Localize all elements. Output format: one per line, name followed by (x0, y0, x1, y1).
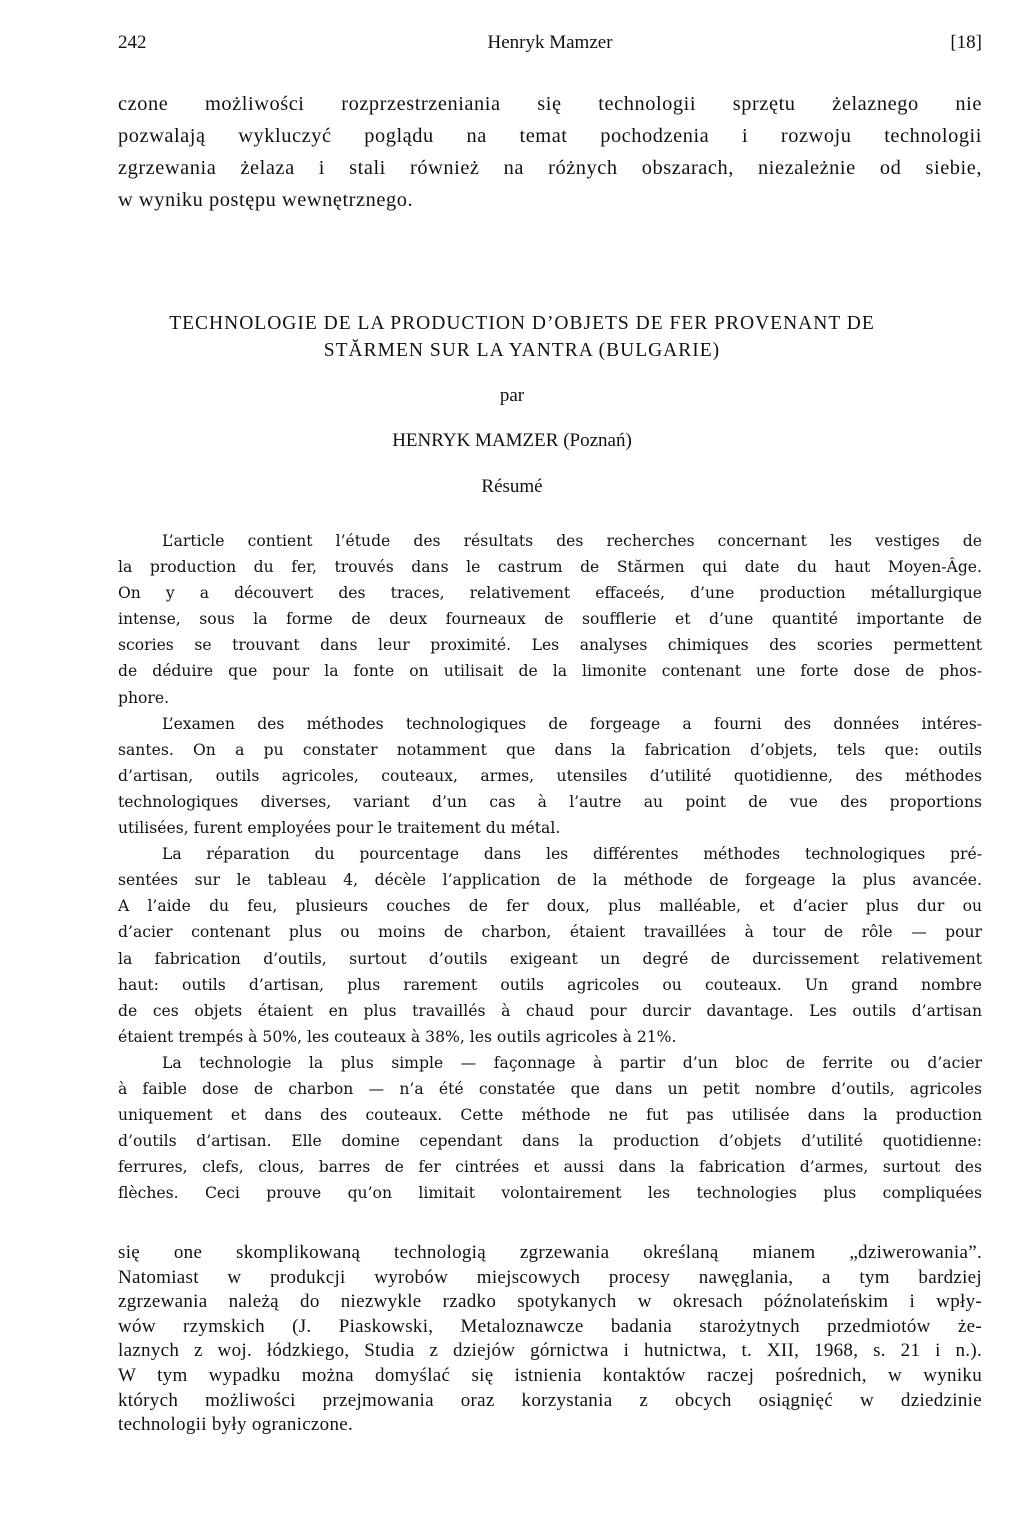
page-number: 242 (118, 32, 147, 53)
text-line: pozwalają wykluczyć poglądu na temat pochodzenia i rozwoju technologii (118, 125, 982, 147)
text-line: de ces objets étaient en plus travaillés à chaud pour durcir davantage. Les outils d’artisan (118, 1001, 982, 1020)
text-line: d’acier contenant plus ou moins de charbon, étaient travaillées à tour de rôle — pour (118, 923, 982, 942)
polish-continuation-paragraph (118, 88, 982, 216)
byline-par: par (499, 385, 525, 406)
footnote-line: wów rzymskich (J. Piaskowski, Metaloznawcze badania starożytnych przedmiotów że- (118, 1315, 982, 1337)
running-title: Henryk Mamzer (487, 32, 613, 53)
text-line: A l’aide du feu, plusieurs couches de fer doux, plus malléable, et d’acier plus dur ou (118, 897, 982, 916)
text-line: la production du fer, trouvés dans le castrum de Stărmen qui date du haut Moyen-Âge. (118, 558, 982, 577)
summary-title-line: TECHNOLOGIE DE LA PRODUCTION D’OBJETS DE FER PROVENANT DE (169, 313, 875, 334)
footnote-line: Natomiast w produkcji wyrobów miejscowych procesy nawęglania, a tym bardziej (118, 1266, 982, 1288)
footnote-line: których możliwości przejmowania oraz korzystania z obcych osiągnięć w dziedzinie (118, 1389, 982, 1411)
text-line: la fabrication d’outils, surtout d’outils exigeant un degré de durcissement relativement (118, 949, 982, 968)
text-line: w wyniku postępu wewnętrznego. (118, 189, 414, 211)
text-line: d’outils d’artisan. Elle domine cependant dans la production d’objets d’utilité quotidienne: (118, 1132, 982, 1151)
text-line: ferrures, clefs, clous, barres de fer cintrées et aussi dans la fabrication d’armes, surtout des (118, 1158, 982, 1177)
text-line: santes. On a pu constater notamment que dans la fabrication d’objets, tels que: outils (118, 740, 982, 759)
text-line: zgrzewania żelaza i stali również na różnych obszarach, niezależnie od siebie, (118, 157, 982, 179)
summary-title (60, 310, 984, 364)
footnote-continuation (118, 1241, 982, 1438)
resume-heading: Résumé (481, 476, 543, 497)
text-line: intense, sous la forme de deux fourneaux de soufflerie et d’une quantité importante de (118, 610, 982, 629)
text-line: czone możliwości rozprzestrzeniania się technologii sprzętu żelaznego nie (118, 93, 982, 115)
text-line: technologiques diverses, variant d’un cas à l’autre au point de vue des proportions (118, 792, 982, 811)
text-line: uniquement et dans des couteaux. Cette méthode ne fut pas utilisée dans la production (118, 1106, 982, 1125)
text-line: scories se trouvant dans leur proximité. Les analyses chimiques des scories permettent (118, 636, 982, 655)
text-line: sentées sur le tableau 4, décèle l’application de la méthode de forgeage la plus avancée. (118, 871, 982, 890)
section-number: [18] (950, 32, 982, 53)
author-name: HENRYK MAMZER (Poznań) (392, 430, 632, 451)
footnote-line: laznych z woj. łódzkiego, Studia z dziejów górnictwa i hutnictwa, t. XII, 1968, s. 21 i n.). (118, 1340, 982, 1362)
footnote-line: technologii były ograniczone. (118, 1414, 354, 1436)
footnote-line: W tym wypadku można domyślać się istnienia kontaktów raczej pośrednich, w wyniku (118, 1364, 982, 1386)
text-line: flèches. Ceci prouve qu’on limitait volontairement les technologies plus compliquées (118, 1184, 982, 1203)
text-line: étaient trempés à 50%, les couteaux à 38%, les outils agricoles à 21%. (118, 1027, 677, 1046)
text-line: à faible dose de charbon — n’a été constatée que dans un petit nombre d’outils, agricoles (118, 1079, 982, 1098)
text-line: utilisées, furent employées pour le traitement du métal. (118, 819, 561, 838)
text-line: L’article contient l’étude des résultats des recherches concernant les vestiges de (162, 532, 982, 550)
footnote-line: zgrzewania należą do niezwykle rzadko spotykanych w okresach późnolateńskim i wpły- (118, 1291, 982, 1313)
running-header (118, 32, 982, 62)
text-line: La technologie la plus simple — façonnage à partir d’un bloc de ferrite ou d’acier (162, 1053, 982, 1072)
text-line: phore. (118, 688, 170, 707)
footnote-line: się one skomplikowaną technologią zgrzewania określaną mianem „dziwerowania”. (118, 1242, 982, 1263)
text-line: haut: outils d’artisan, plus rarement outils agricoles ou couteaux. Un grand nombre (118, 975, 982, 994)
resume-body (118, 528, 982, 1206)
summary-title-line: STĂRMEN SUR LA YANTRA (BULGARIE) (323, 340, 721, 361)
text-line: La réparation du pourcentage dans les différentes méthodes technologiques pré- (162, 845, 982, 864)
text-line: de déduire que pour la fonte on utilisait de la limonite contenant une forte dose de phos- (118, 662, 982, 681)
text-line: d’artisan, outils agricoles, couteaux, armes, utensiles d’utilité quotidienne, des méthodes (118, 766, 982, 785)
text-line: L’examen des méthodes technologiques de forgeage a fourni des données intéres- (162, 714, 982, 733)
text-line: On y a découvert des traces, relativement effaceés, d’une production métallurgique (118, 584, 982, 603)
